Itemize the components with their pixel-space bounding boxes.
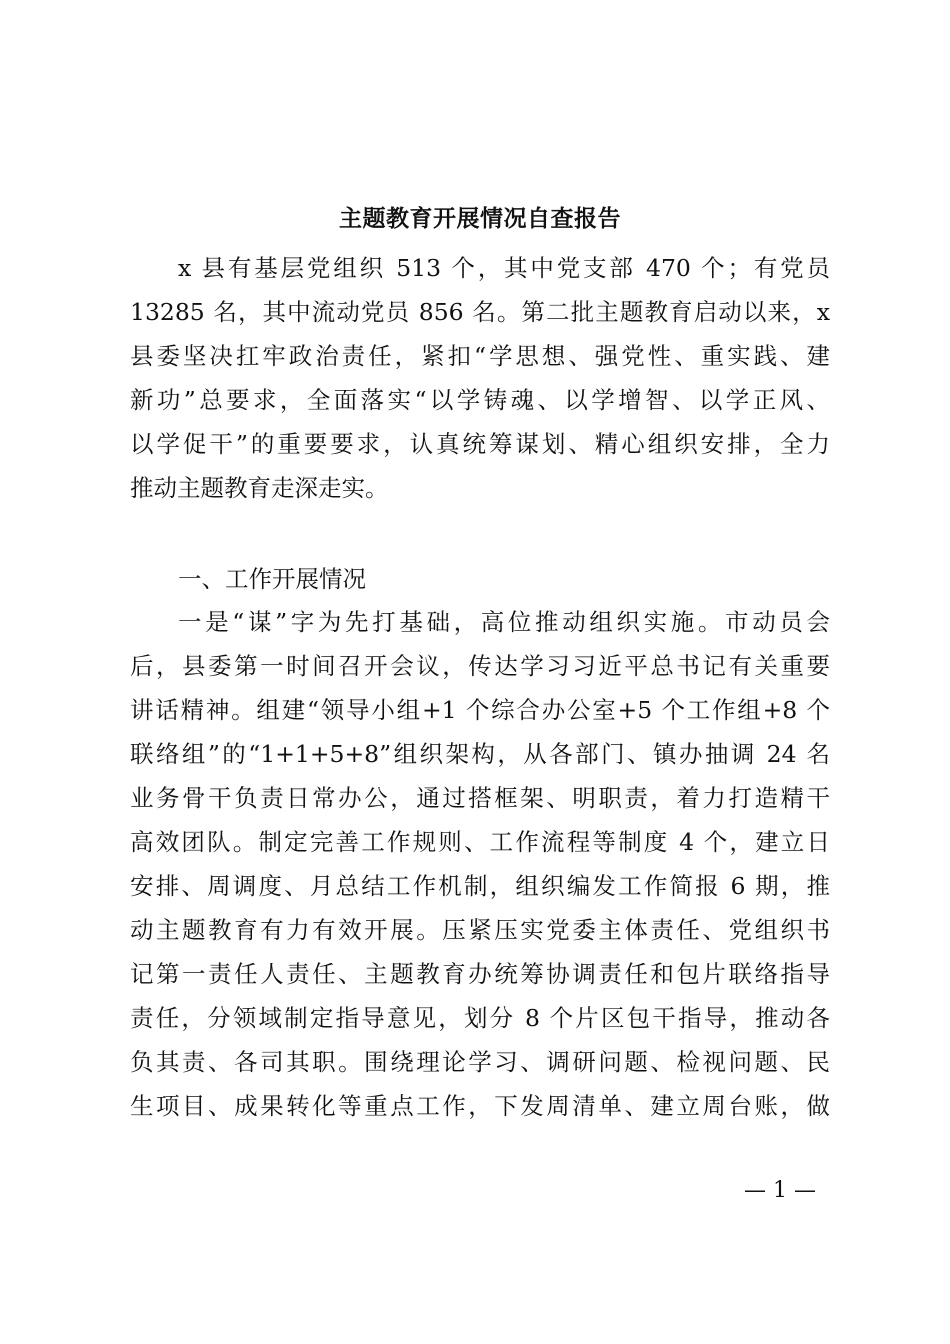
section-paragraph bbox=[130, 600, 830, 1128]
paragraph-line: 安排、周调度、月总结工作机制，组织编发工作简报 6 期，推 bbox=[130, 872, 830, 900]
paragraph-line: 13285 名，其中流动党员 856 名。第二批主题教育启动以来，x bbox=[130, 298, 830, 326]
paragraph-line: 联络组”的“1+1+5+8”组织架构，从各部门、镇办抽调 24 名 bbox=[130, 740, 830, 768]
intro-paragraph bbox=[130, 246, 830, 510]
paragraph-line: 高效团队。制定完善工作规则、工作流程等制度 4 个，建立日 bbox=[130, 828, 830, 856]
paragraph-line: 记第一责任人责任、主题教育办统筹协调责任和包片联络指导 bbox=[130, 960, 830, 988]
paragraph-line: 讲话精神。组建“领导小组+1 个综合办公室+5 个工作组+8 个 bbox=[130, 696, 830, 724]
paragraph-line: 县委坚决扛牢政治责任，紧扣“学思想、强党性、重实践、建 bbox=[130, 342, 830, 370]
section-heading: 一、工作开展情况 bbox=[178, 564, 366, 593]
paragraph-line: 新功”总要求，全面落实“以学铸魂、以学增智、以学正风、 bbox=[130, 386, 830, 414]
paragraph-line: 责任，分领域制定指导意见，划分 8 个片区包干指导，推动各 bbox=[130, 1004, 830, 1032]
paragraph-line: 动主题教育有力有效开展。压紧压实党委主体责任、党组织书 bbox=[130, 916, 830, 944]
paragraph-line: 一是“谋”字为先打基础，高位推动组织实施。市动员会 bbox=[178, 608, 830, 636]
paragraph-line: 以学促干”的重要要求，认真统筹谋划、精心组织安排，全力 bbox=[130, 430, 830, 458]
page-number: — 1 — bbox=[744, 1178, 816, 1203]
paragraph-line: 推动主题教育走深走实。 bbox=[130, 474, 389, 502]
paragraph-line: 后，县委第一时间召开会议，传达学习习近平总书记有关重要 bbox=[130, 652, 830, 680]
paragraph-line: x 县有基层党组织 513 个，其中党支部 470 个；有党员 bbox=[178, 254, 830, 282]
paragraph-line: 负其责、各司其职。围绕理论学习、调研问题、检视问题、民 bbox=[130, 1048, 830, 1076]
paragraph-line: 生项目、成果转化等重点工作，下发周清单、建立周台账，做 bbox=[130, 1092, 830, 1120]
paragraph-line: 业务骨干负责日常办公，通过搭框架、明职责，着力打造精干 bbox=[130, 784, 830, 812]
document-title: 主题教育开展情况自查报告 bbox=[339, 205, 621, 233]
